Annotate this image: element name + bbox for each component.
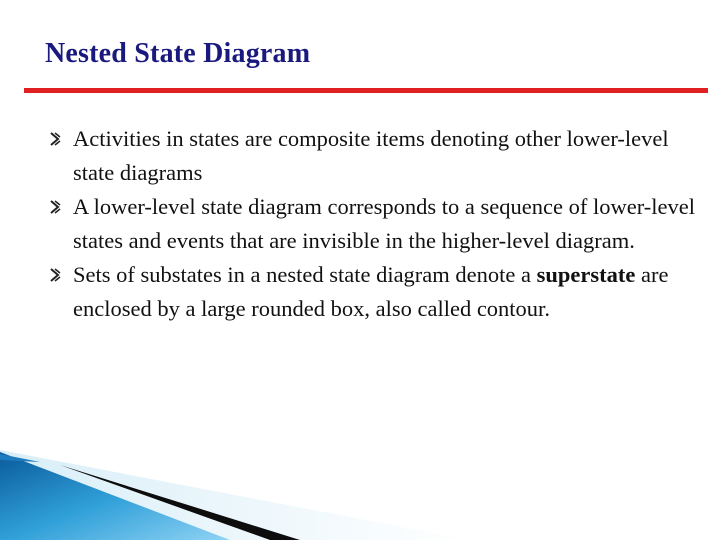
bullet-text: A lower-level state diagram corresponds to a sequence of lower-level states and events that are invisible in the higher-level diagram. — [73, 194, 695, 253]
bullet-item — [48, 190, 698, 258]
decorative-corner-swoosh — [0, 440, 720, 540]
bullet-text-pre: Sets of substates in a nested state diagram denote a — [73, 262, 537, 287]
ornate-bullet-icon — [48, 131, 62, 147]
bullet-text: Activities in states are composite items denoting other lower-level state diagrams — [73, 126, 669, 185]
slide-title: Nested State Diagram — [45, 38, 311, 69]
bullet-text-post: are enclosed by a large rounded box, also called contour. — [73, 262, 669, 321]
ornate-bullet-icon — [48, 199, 62, 215]
bullet-text-bold: superstate — [536, 262, 636, 287]
bullet-list — [48, 122, 698, 326]
bullet-item — [48, 258, 698, 326]
ornate-bullet-icon — [48, 267, 62, 283]
title-divider — [24, 88, 708, 93]
bullet-item — [48, 122, 698, 190]
